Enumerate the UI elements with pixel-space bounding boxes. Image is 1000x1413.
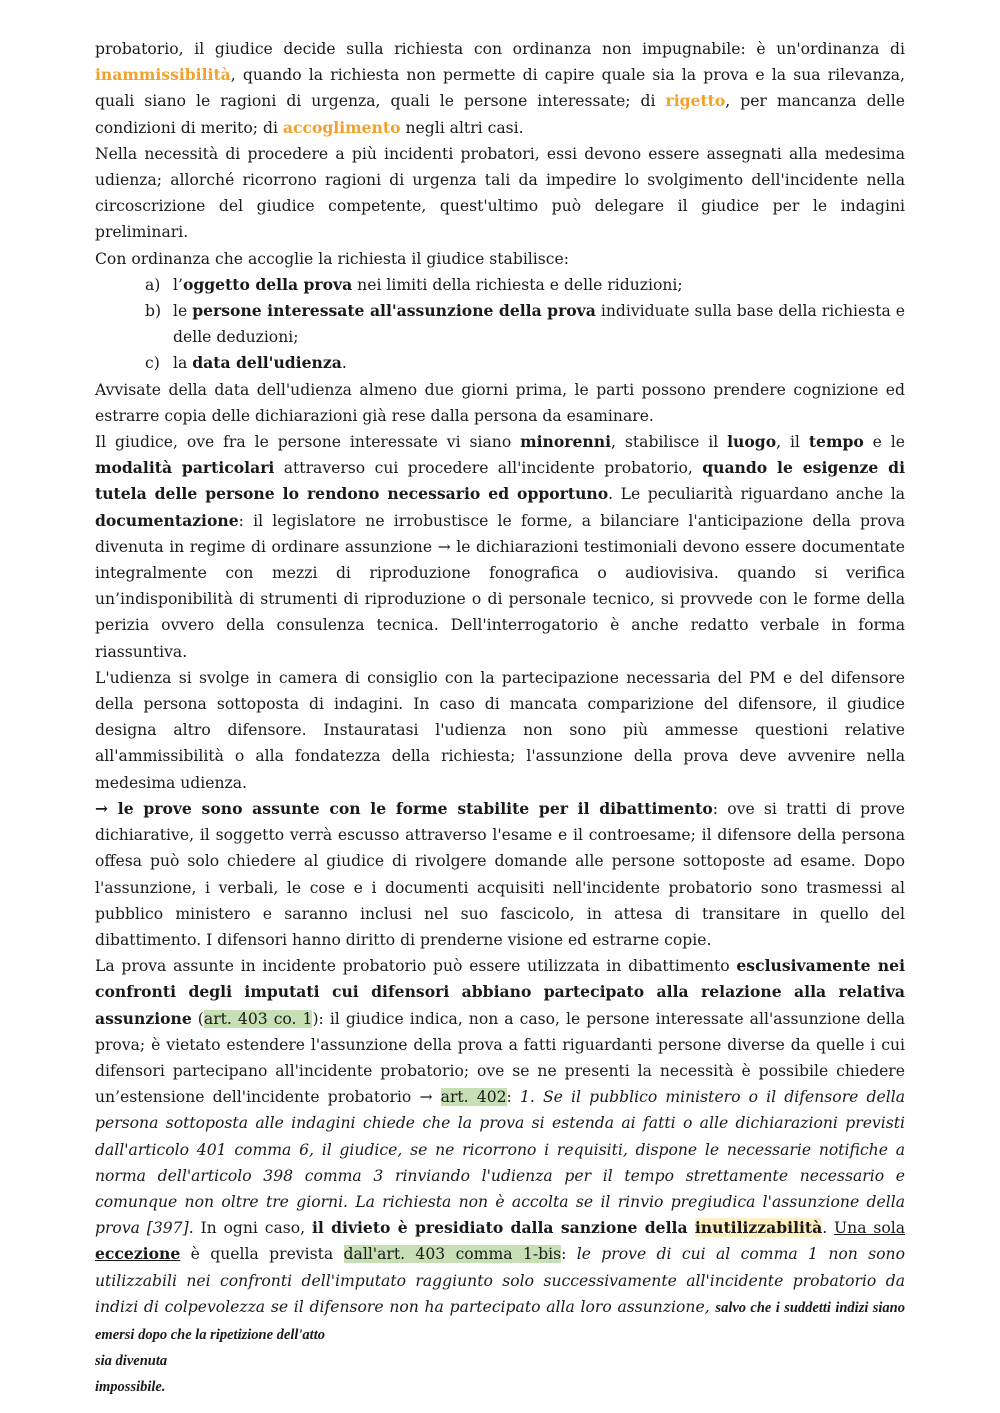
text: Il giudice, ove fra le persone interessate vi siano — [95, 433, 521, 452]
bold-text: minorenni — [520, 432, 612, 452]
text: ): il giudice indica, non a caso, le persone interessate all'assunzione della prova; è vietato estendere l'assunzione della prova a fatti riguardanti persone diverse da quelle i cui difensori partecipano all'incidente probatorio; ove se ne presenti la necessità è possibile chiedere un’estensione dell'incidente probatorio → — [95, 1009, 905, 1107]
text: . — [822, 1219, 835, 1238]
text: . — [341, 354, 347, 373]
bold-text: oggetto della prova — [182, 274, 353, 294]
keyword-accoglimento: accoglimento — [282, 117, 401, 137]
text: l’ — [173, 275, 183, 294]
bold-text: tempo — [808, 432, 864, 452]
paragraph-utilizzabilita — [95, 953, 905, 1400]
highlight-art-403: art. 403 co. 1 — [203, 1009, 313, 1028]
paragraph-minorenni — [95, 429, 905, 665]
text: . In ogni caso, — [188, 1219, 312, 1238]
text: attraverso cui procedere all'incidente probatorio, — [274, 459, 703, 478]
bold-text: quando le esigenze di tutela delle persone lo rendono necessario ed opportuno — [95, 458, 906, 504]
text: nei limiti della richiesta e delle riduzioni; — [352, 275, 683, 294]
paragraph-ordinanza-stabilisce: Con ordinanza che accoglie la richiesta il giudice stabilisce: — [95, 249, 569, 268]
text: . Le peculiarità riguardano anche la — [608, 485, 905, 504]
text: è quella prevista — [180, 1245, 344, 1264]
highlight-inutilizzabilita: inutilizzabilità — [694, 1218, 823, 1238]
bold-italic-text: impossibile. — [95, 1379, 166, 1396]
list-marker: a) — [145, 275, 161, 294]
bold-text: esclusivamente nei confronti degli imputati cui difensori abbiano partecipato alla relazione alla relativa assunzione — [95, 956, 905, 1028]
bold-text: data dell'udienza — [192, 353, 342, 373]
bold-text: luogo — [727, 432, 777, 452]
list-item — [95, 350, 905, 376]
bold-text: il divieto è presidiato dalla sanzione della — [311, 1218, 695, 1238]
bold-text: modalità particolari — [95, 458, 275, 478]
text: : — [506, 1088, 520, 1107]
list-item — [95, 298, 905, 350]
text: probatorio, il giudice decide sulla richiesta con ordinanza non impugnabile: è un'ordinanza di — [95, 40, 905, 58]
text: individuate sulla base della richiesta e delle deduzioni; — [173, 302, 905, 347]
highlight-art-402: art. 402 — [440, 1088, 507, 1107]
keyword-inammissibilita: inammissibilità — [95, 65, 231, 85]
text: la — [173, 354, 193, 373]
text: le — [173, 302, 193, 321]
bold-italic-text: salvo che i suddetti indizi siano emersi dopo che la ripetizione dell'atto — [95, 1299, 905, 1343]
text: , — [704, 1297, 716, 1316]
text: negli altri casi. — [400, 118, 524, 137]
list-marker: b) — [145, 302, 162, 321]
text: La prova assunte in incidente probatorio può essere utilizzata in dibattimento — [95, 957, 737, 976]
paragraph-piu-incidenti: Nella necessità di procedere a più incidenti probatori, essi devono essere assegnati alla medesima udienza; allorché ricorrono ragioni di urgenza tali da impedire lo svolgimento dell'incidente nella circoscrizione del giudice competente, quest'ultimo può delegare il giudice per le indagini preliminari. — [95, 144, 905, 242]
list-marker: c) — [145, 354, 160, 373]
keyword-rigetto: rigetto — [665, 91, 726, 111]
text: : — [561, 1245, 577, 1264]
text: : il legislatore ne irrobustisce le forme, a bilanciare l'anticipazione della prova divenuta in regime di ordinare assunzione → le dichiarazioni testimoniali devono essere documentate integralmente con mezzi di riproduzione fonografica o audiovisiva. quando si verifica un’indisponibilità di strumenti di riproduzione o di personale tecnico, si provvede con le forme della perizia ovvero della consulenza tecnica. Dell'interrogatorio è anche redatto verbale in forma riassuntiva. — [95, 511, 905, 661]
paragraph-ordinanza — [95, 36, 905, 141]
highlight-art-403-1bis: dall'art. 403 comma 1-bis — [343, 1245, 562, 1264]
text: , il — [776, 433, 809, 452]
italic-quote: le prove di cui al comma 1 non sono utilizzabili nei confronti dell'imputato raggiunto solo successivamente all'incidente probatorio da indizi di colpevolezza se il difensore non ha partecipato alla loro assunzione — [95, 1245, 905, 1316]
text: , stabilisce il — [611, 433, 728, 452]
bold-text: documentazione — [95, 510, 239, 530]
text: ( — [191, 1009, 204, 1028]
paragraph-udienza: L'udienza si svolge in camera di consiglio con la partecipazione necessaria del PM e del difensore della persona sottoposta di indagini. In caso di mancata comparizione del difensore, il giudice designa altro difensore. Instauratasi l'udienza non sono più ammesse questioni relative all'ammissibilità o alla fondatezza della richiesta; l'assunzione della prova deve avvenire nella medesima udienza. — [95, 668, 905, 792]
text: : ove si tratti di prove dichiarative, il soggetto verrà escusso attraverso l'esame e il controesame; il difensore della persona offesa può solo chiedere al giudice di rivolgere domande alle persone sottoposte ad esame. Dopo l'assunzione, i verbali, le cose e i documenti acquisiti nell'incidente probatorio sono trasmessi al pubblico ministero e saranno inclusi nel suo fascicolo, in attesa di transitare in quello del dibattimento. I difensori hanno diritto di prenderne visione ed estrarne copie. — [95, 799, 905, 949]
list-item — [95, 272, 905, 298]
paragraph-avvisate: Avvisate della data dell'udienza almeno due giorni prima, le parti possono prendere cognizione ed estrarre copia delle dichiarazioni già rese dalla persona da esaminare. — [95, 380, 905, 425]
underlined-text: Una sola — [834, 1219, 906, 1238]
text: e le — [863, 433, 906, 452]
underlined-bold-text: eccezione — [95, 1244, 181, 1264]
bold-text: persone interessate all'assunzione della prova — [192, 301, 596, 321]
document-page — [95, 36, 905, 1401]
paragraph-prove-assunte — [95, 796, 905, 953]
text: , per mancanza delle condizioni di merito; di — [95, 92, 905, 137]
bold-italic-text: sia divenuta — [95, 1353, 168, 1370]
italic-quote: 1. Se il pubblico ministero o il difensore della persona sottoposta alle indagini chiede che la prova si estenda ai fatti o alle dichiarazioni previsti dall'articolo 401 comma 6, il giudice, se ne ricorrono i requisiti, dispone le necessarie notifiche a norma dell'articolo 398 comma 3 rinviando l'udienza per il tempo strettamente necessario e comunque non oltre tre giorni. La richiesta non è accolta se il rinvio pregiudica l'assunzione della prova [397] — [95, 1088, 906, 1238]
text: , quando la richiesta non permette di capire quale sia la prova e la sua rilevanza, quali siano le ragioni di urgenza, quali le persone interessate; di — [95, 66, 905, 111]
bold-text: → le prove sono assunte con le forme stabilite per il dibattimento — [95, 798, 713, 818]
ordinanza-list — [95, 272, 905, 377]
